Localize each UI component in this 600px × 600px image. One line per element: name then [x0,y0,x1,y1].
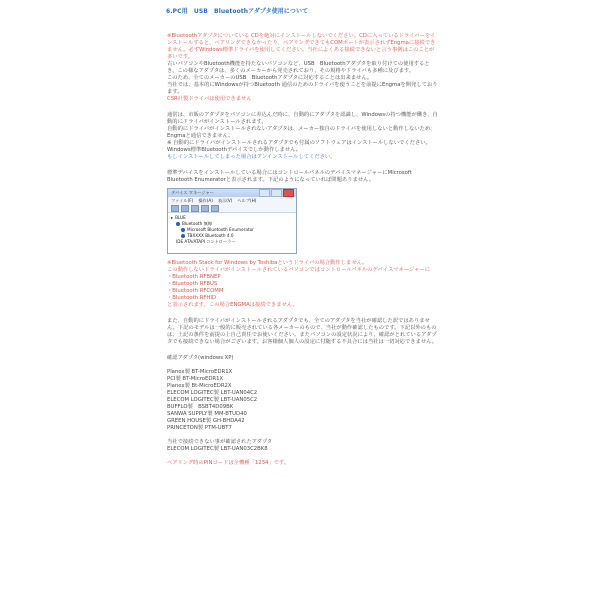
article [167,8,439,467]
tree-item: Microsoft Bluetooth Enumerator [171,227,293,233]
tree-root: ▸ BLUE [171,215,186,221]
intro-paragraph: 古いパソコンやBluetooth機能を持たないパソコンなど、USB Bluetoothアダプタを取り付けての使用するとき、この様なアダプタは、多くのメーカーから発売されており、その規格やドライバも多種に及びます。 このため、全てのメーカーのUSB Bluetoothアダプタに対応することは出来ません。 当社では、基本的にWindowsが持つBluetooth 通信のためのドライバを使うことを前提にEngmaを開発しております。 [167,61,438,95]
bluetooth-icon [181,228,185,232]
adapter-item: BUFFLO製 BSBT4D09BK [167,404,234,410]
tree-item: TBXXXX Bluetooth 4.0 [171,233,293,239]
device-tree [168,213,296,253]
tree-item-cut: IDE ATA/ATAPI コントローラー [176,239,236,245]
menu-action: 操作(A) [198,197,213,203]
page-title: 6.PC用 USB Bluetoothアダプタ使用について [166,8,309,15]
warning-text: ※Bluetoothアダプタについている CDを絶対にインストールしないでください。CDに入っているドライバーをインストールすると、ペアリングできなかったり、ペアリングできてもCOMポートが表示されずEngmaに接続できません。必ずWindows標準ドライバを使用してください。当社によくある接続できないと言う事例はこのことが多いです。 [167,33,436,60]
incompatible-heading: 当社で接続できない事が確認されたアダプタ [167,439,273,445]
toolbar [168,204,296,213]
tree-group: Bluetooth 無線 [171,221,293,227]
adapter-item: PCI製 BT-MicroEDR1X [167,376,224,382]
menu-help: ヘルプ(H) [237,197,257,203]
minimize-icon [259,189,270,197]
rf-item: ・Bluetooth RFCOMM [167,288,224,294]
driver-paragraph: 通常は、市販のアダプタをパソコンに差込んだ時に、自動的にアダプタを認識し、Windowsの持つ機能が働き、自動的にドライバがインストールされます。 自動的にドライバがインストールされないアダプタは、メーカー独自のドライバを使用しないと動作しないため、Engmaと通信できません。 ※ 自動的にドライバがインストールされるアダプタでも付属のソフトウェアはインストールしないでください。Windows標準Bluetoothデバイスでしか動作しません。 [167,112,438,153]
back-icon [171,205,179,212]
adapter-item: PRINCETON製 PTM-UBT7 [167,425,232,431]
toshiba-warning: ※Bluetooth Stack for Windows by Toshibaというドライバの場合動作しません。 この動作しないドライバがインストールされているパソコンではコントロールパネルのデバイスマネージャーに [167,260,431,273]
rf-item: ・Bluetooth RFHID [167,295,217,301]
toshiba-tail: と表示されます。この場合ENGMAは接続できません。 [167,302,298,308]
properties-icon [191,205,199,212]
menu-file: ファイル(F) [171,197,194,203]
close-icon [283,189,294,197]
scan-icon [211,205,219,212]
pin-note: ペアリング時のPINコードは全機種「1234」です。 [167,460,290,466]
maximize-icon [271,189,282,197]
adapter-item: SANWA SUPPLY製 MM-BTUD40 [167,411,247,417]
adapter-heading: 確認アダプタ(windows XP) [167,355,234,361]
adapter-item: GREEN HOUSE製 GH-BHDA42 [167,418,245,424]
window-title: デバイス マネージャー [171,190,214,196]
rf-item: ・Bluetooth RFBUS [167,281,218,287]
adapter-item: Planex製 Bt-MicroEDR2X [167,383,232,389]
device-manager-screenshot [167,188,297,254]
adapter-item: Planex製 BT-MicroEDR1X [167,369,233,375]
incompatible-item: ELECOM LOGITEC製 LBT-UAN03C2BK8 [167,446,268,452]
adapter-item: ELECOM LOGITEC製 LBT-UAN05C2 [167,397,258,403]
uninstall-note: もしインストールしてしまった場合はアンインストールしてください。 [167,154,336,160]
csr-warning: CSR社製ドライバは使用できません [167,96,252,102]
bluetooth-icon [176,222,180,226]
expand-icon: ▸ [171,215,174,221]
rf-item: ・Bluetooth RFBNEP [167,274,221,280]
menu-view: 表示(V) [217,197,233,203]
device-manager-paragraph: 標準デバイスをインストールしている場合にはコントロールパネルのデバイスマネージャーにMicrosoft Bluetooth Enumeratorと表示されます。下記のようになっていれば問題ありません。 [167,170,412,183]
disclaimer-paragraph: また、自動的にドライバがインストールされるアダプタでも、全てのアダプタを当社が確認した訳ではありません。下記のモデルは一般的に販売されている各メーカーのもので、当社が動作確認したものです。下記以外のものは、上記の条件を前提の上自己責任でお使いください。またパソコンの設定状況により、確認がとれているアダプタでも接続できない場合がございます。お客様個人個人の設定に付随する不具合には当社は一切対応できません。 [167,318,438,345]
help-icon [201,205,209,212]
menu-bar [168,197,296,204]
window-titlebar [168,189,296,197]
forward-icon [181,205,189,212]
bluetooth-icon [181,234,185,238]
adapter-item: ELECOM LOGITEC製 LBT-UAN04C2 [167,390,258,396]
